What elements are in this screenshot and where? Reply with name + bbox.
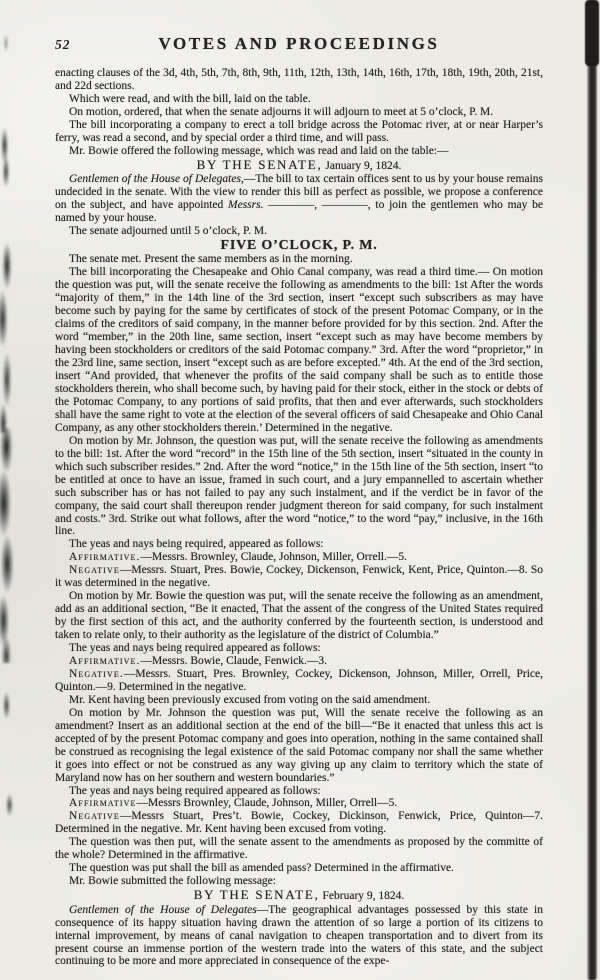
text-run: On motion, ordered, that when the senate adjourns it will adjourn to meet at 5 o’clock, P. M.	[69, 105, 494, 118]
ink-smudge	[1, 128, 10, 186]
text-run: The question was put shall the bill as amended pass? Determined in the affirmative.	[69, 862, 454, 875]
text-run: On motion by Mr. Bowie the question was put, will the senate receive the following as an amendment, add as an additional section, “Be it enacted, That the assent of the congress of the United States required by the first section of this act, and the authority conferred by the fourteenth section, is understood and taken to relate only, to their authority as the legislature of the district of Columbia.”	[55, 590, 543, 642]
text-run: BY THE SENATE,	[193, 887, 320, 903]
paragraph	[55, 836, 543, 862]
paragraph	[55, 253, 543, 266]
text-run: ————, ————, to join the gentlemen who may be named by your house.	[55, 199, 543, 225]
ink-smudge	[2, 688, 11, 732]
text-run: Affirmative	[69, 797, 137, 810]
text-run: —Messrs. Stuart, Pres. Bowie, Cockey, Dickenson, Fenwick, Kent, Price, Quinton.—8. So it was determined in the negative.	[55, 564, 543, 590]
paragraph	[55, 888, 543, 904]
text-run: The senate met. Present the same members as in the morning.	[69, 253, 353, 266]
paragraph	[55, 564, 543, 590]
paragraph	[55, 158, 543, 174]
text-run: Gentlemen of the House of Delegates	[69, 903, 257, 916]
text-run: Mr. Bowie submitted the following message:	[69, 875, 276, 888]
paragraph	[55, 93, 543, 106]
ink-smudge	[5, 788, 14, 822]
text-run: Affirmative.	[69, 654, 141, 667]
paragraph	[55, 707, 543, 785]
paragraph	[55, 862, 543, 875]
paragraph	[55, 785, 543, 798]
text-run: —Messrs. Bowie, Claude, Fenwick.—3.	[140, 654, 328, 667]
text-run: Messrs.	[228, 199, 264, 212]
text-run: BY THE SENATE,	[196, 156, 323, 172]
text-run: Mr. Kent having been previously excused from voting on the said amendment.	[69, 693, 431, 706]
paragraph	[55, 225, 543, 238]
text-run: Which were read, and with the bill, laid on the table.	[69, 92, 311, 105]
text-run: —The geographical advantages possessed by this state in consequence of its happy situation having drawn the attention of so large a portion of its citizens to internal improvement, by means of canal navigation to cheapen transportation and to divert from its present course an immense portion of the western trade into the waters of this state, and the subject continuing to be more and more appreciated in consequence of the expe-	[55, 903, 543, 968]
paragraph	[55, 551, 543, 564]
running-title: VOTES AND PROCEEDINGS	[158, 34, 440, 53]
paragraph	[55, 797, 543, 810]
text-run: Negative.	[69, 667, 124, 680]
text-run: February 9, 1824.	[319, 890, 405, 903]
ink-smudge	[0, 243, 13, 433]
text-run: The yeas and nays being required appeared as follows:	[69, 784, 321, 797]
book-binding-edge	[587, 0, 597, 980]
text-run: The yeas and nays being required, appeared as follows:	[69, 538, 324, 551]
book-binding-edge-top	[585, 0, 599, 66]
paragraph	[55, 435, 543, 539]
paragraph	[55, 655, 543, 668]
page-header	[55, 34, 543, 58]
text-run: January 9, 1824.	[322, 159, 402, 172]
paragraph	[55, 810, 543, 836]
paragraph	[55, 106, 543, 119]
paragraph	[55, 266, 543, 434]
page-number: 52	[55, 37, 71, 52]
text-run: —Messrs. Stuart, Pres. Brownley, Cockey, Dickenson, Johnson, Miller, Orrell, Price, Quinton.—9. Determined in the negative.	[55, 667, 543, 693]
text-run: enacting clauses of the 3d, 4th, 5th, 7th, 8th, 9th, 11th, 12th, 13th, 14th, 16th, 17th, 18th, 19th, 20th, 21st, and 22d sections.	[55, 67, 543, 92]
text-run: —Messrs Stuart, Pres’t. Bowie, Cockey, Dickinson, Fenwick, Price, Quinton—7. Determined in the negative. Mr. Kent having been excused from voting.	[55, 810, 543, 836]
text-run: Mr. Bowie offered the following message, which was read and laid on the table:—	[69, 144, 449, 157]
paragraph	[55, 238, 543, 254]
paragraph	[55, 538, 543, 551]
text-run: —Messrs Brownley, Claude, Johnson, Miller, Orrell—5.	[136, 797, 398, 810]
text-run: —The bill to tax certain offices sent to us by your house remains undecided in the senate. With the view to render this bill as perfect as possible, we propose a conference on the subject, and have appointed	[55, 173, 543, 212]
paragraph	[55, 67, 543, 93]
paragraph	[55, 173, 543, 225]
page-body	[55, 67, 543, 968]
text-run: The bill incorporating a company to erect a toll bridge across the Potomac river, at or near Harper’s ferry, was read a second, and by special order a third time, and will pass.	[55, 118, 543, 144]
text-run: The bill incorporating the Chesapeake and Ohio Canal company, was read a third time.— On motion the question was put, will the senate receive the following as amendments to the bill: 1st After the words “majority of them,” in the 14th line of the 3rd section, insert “except such subscribers as may have become such by paying for the same by certificates of stock of the present Potomac Company, or in the claims of the creditors of said company, in the manner before provided for by this section. 2nd. After the word “member,” in the 20th line, same section, insert “except such as may have become members by having been stockholders or creditors of the said Potomac company.” 3rd. After the word “proprietor,” in the 23rd line, same section, insert “except such as are before excepted.” 4th. At the end of the 3rd section, insert “And provided, that whenever the profits of the said company shall be such as to entitle those stockholders therein, who shall become such, by having paid for their stock, either in the stock or debts of the Potomac Company, to any portions of said profits, that then and ever afterwards, such stockholders shall have the same right to vote at the election of the several officers of said Chesapeake and Ohio Canal Company, as any other stockholders therein.’ Determined in the negative.	[55, 266, 543, 434]
text-run: Affirmative.	[69, 551, 141, 564]
text-run: The senate adjourned until 5 o’clock, P. M.	[69, 224, 268, 237]
text-run: On motion by Mr. Johnson, the question was put, will the senate receive the following as amendments to the bill: 1st. After the word “record” in the 15th line of the 5th section, insert “situated in the county in which such subscriber resides.” 2nd. After the word “notice,” in the 15th line of the 5th section, insert “to be entitled at once to have an issue, framed in such court, and a jury empannelled to ascertain whether such subscriber has or has not failed to pay any such instalment, and if the verdict be in favor of the company, the said court shall thereupon render judgment thereon for said company, for such instalment and costs.” 3rd. Strike out what follows, after the word “notice,” to the word “pay,” inclusive, in the 16th line.	[55, 434, 543, 538]
paragraph	[55, 642, 543, 655]
paragraph	[55, 904, 543, 969]
text-run: The question was then put, will the senate assent to the amendments as proposed by the committe of the whole? Determined in the affirmative.	[55, 836, 543, 862]
text-run: —Messrs. Brownley, Claude, Johnson, Miller, Orrell.—5.	[140, 551, 407, 564]
text-run: On motion by Mr. Johnson the question was put, Will the senate receive the following as an amendment? Insert as an additional section at the end of the bill—“Be it enacted that unless this act is accepted of by the present Potomac company and goes into operation, nothing in the same contained shall be construed as recognising the legal existence of the said Potomac company nor shall the same whether it goes into effect or not be construed as any way giving up any claim to territory which the state of Maryland now has on her southern and western boundaries.”	[55, 706, 543, 784]
ink-smudge	[0, 428, 14, 663]
text-run: The yeas and nays being required appeared as follows:	[69, 642, 321, 655]
paragraph	[55, 590, 543, 642]
text-run: Gentlemen of the House of Delegates,	[69, 173, 244, 186]
paragraph	[55, 119, 543, 145]
paragraph	[55, 668, 543, 694]
ink-smudge	[3, 30, 9, 56]
text-run: FIVE O’CLOCK, P. M.	[220, 237, 378, 253]
text-run: Negative	[69, 810, 120, 823]
text-run: Negative	[69, 564, 120, 577]
paragraph	[55, 694, 543, 707]
